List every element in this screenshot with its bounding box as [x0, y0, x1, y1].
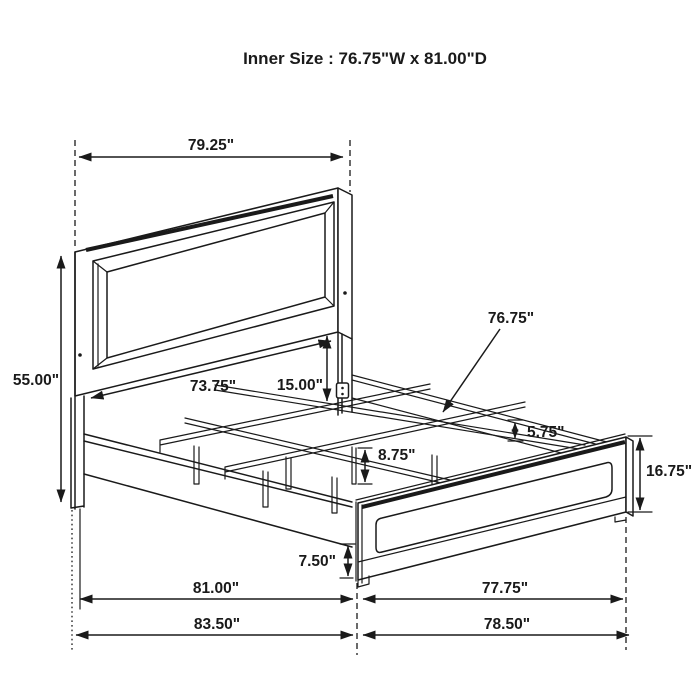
- dim-rail-to-floor-label: 7.50": [298, 553, 336, 570]
- dim-headboard-height: [13, 256, 61, 502]
- dim-inner-width-label: 76.75": [487, 310, 535, 327]
- dim-footboard-height-label: 16.75": [646, 463, 693, 480]
- dim-overall-width: [363, 616, 629, 635]
- dim-overall-depth-label: 83.50": [193, 616, 241, 633]
- dim-inner-width: [443, 310, 534, 412]
- dim-footboard-width-label: 77.75": [481, 580, 529, 597]
- dim-overall-width-label: 78.50": [483, 616, 531, 633]
- bed-drawing: [71, 188, 633, 587]
- bolt-hole-left: [78, 353, 82, 357]
- dim-footboard-width: [363, 580, 623, 599]
- dim-inner-depth-label: 81.00": [192, 580, 240, 597]
- side-rail-drawing: [84, 434, 352, 547]
- dim-rail-to-floor: [298, 544, 355, 578]
- headboard-drawing: [71, 188, 352, 509]
- diagram-title: Inner Size : 76.75"W x 81.00"D: [243, 49, 487, 68]
- dim-overall-depth: [76, 616, 353, 635]
- dim-slat-width-label: 73.75": [189, 378, 237, 395]
- dim-inner-depth: [80, 580, 353, 599]
- dim-slat-to-floor-label: 8.75": [378, 447, 416, 464]
- bolt-hole-right: [343, 291, 347, 295]
- rail-bracket: [337, 383, 349, 398]
- dim-headboard-height-label: 55.00": [12, 372, 60, 389]
- dim-footboard-height: [628, 436, 692, 512]
- dim-headboard-to-slat-label: 15.00": [276, 377, 323, 394]
- dim-headboard-width-label: 79.25": [187, 137, 235, 154]
- dim-side-rail-height-label: 5.75": [527, 424, 565, 441]
